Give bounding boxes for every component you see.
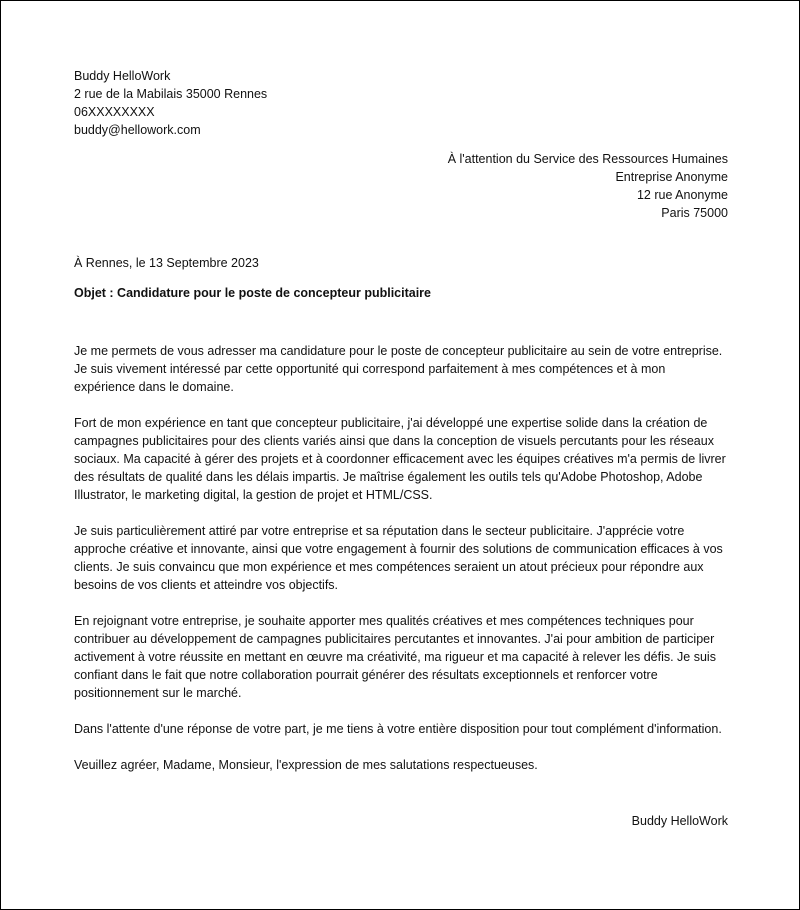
sender-block <box>74 67 728 139</box>
sender-phone: 06XXXXXXXX <box>74 105 155 119</box>
letter-body <box>74 342 728 774</box>
recipient-city: Paris 75000 <box>661 206 728 220</box>
subject-line: Objet : Candidature pour le poste de concepteur publicitaire <box>74 286 431 300</box>
body-paragraph: Fort de mon expérience en tant que concepteur publicitaire, j'ai développé une expertise solide dans la création de campagnes publicitaires pour des clients variés ainsi que dans la conception de visuels percutants pour les réseaux sociaux. Ma capacité à gérer des projets et à coordonner efficacement avec les équipes créatives m'a permis de livrer des résultats de qualité dans les délais impartis. Je maîtrise également les outils tels qu'Adobe Photoshop, Adobe Illustrator, le marketing digital, la gestion de projet et HTML/CSS. <box>74 416 726 502</box>
body-paragraph: Je suis particulièrement attiré par votre entreprise et sa réputation dans le secteur publicitaire. J'apprécie votre approche créative et innovante, ainsi que votre engagement à fournir des solutions de communication efficaces à vos clients. Je suis convaincu que mon expérience et mes compétences seraient un atout précieux pour répondre aux besoins de vos clients et atteindre vos objectifs. <box>74 524 723 592</box>
recipient-company: Entreprise Anonyme <box>615 170 728 184</box>
sender-name: Buddy HelloWork <box>74 69 171 83</box>
sender-address: 2 rue de la Mabilais 35000 Rennes <box>74 87 268 101</box>
recipient-street: 12 rue Anonyme <box>636 188 728 202</box>
recipient-attention: À l'attention du Service des Ressources Humaines <box>447 152 728 166</box>
signature: Buddy HelloWork <box>631 814 728 828</box>
date-line: À Rennes, le 13 Septembre 2023 <box>74 256 259 270</box>
sender-email: buddy@hellowork.com <box>74 123 201 137</box>
body-paragraph: Je me permets de vous adresser ma candidature pour le poste de concepteur publicitaire au sein de votre entreprise. Je suis vivement intéressé par cette opportunité qui correspond parfaitement à mes compétences et à mon expérience dans le domaine. <box>74 344 723 394</box>
closing-formula: Veuillez agréer, Madame, Monsieur, l'expression de mes salutations respectueuses. <box>74 758 538 772</box>
letter-content <box>74 67 728 830</box>
body-paragraph: Dans l'attente d'une réponse de votre part, je me tiens à votre entière disposition pour tout complément d'information. <box>74 722 722 736</box>
body-paragraph: En rejoignant votre entreprise, je souhaite apporter mes qualités créatives et mes compétences techniques pour contribuer au développement de campagnes publicitaires percutantes et innovantes. J'ai pour ambition de participer activement à votre réussite en mettant en œuvre ma créativité, ma rigueur et ma capacité à relever les défis. Je suis confiant dans le fait que notre collaboration pourrait générer des résultats exceptionnels et renforcer votre positionnement sur le marché. <box>74 614 716 700</box>
recipient-block <box>74 150 728 222</box>
